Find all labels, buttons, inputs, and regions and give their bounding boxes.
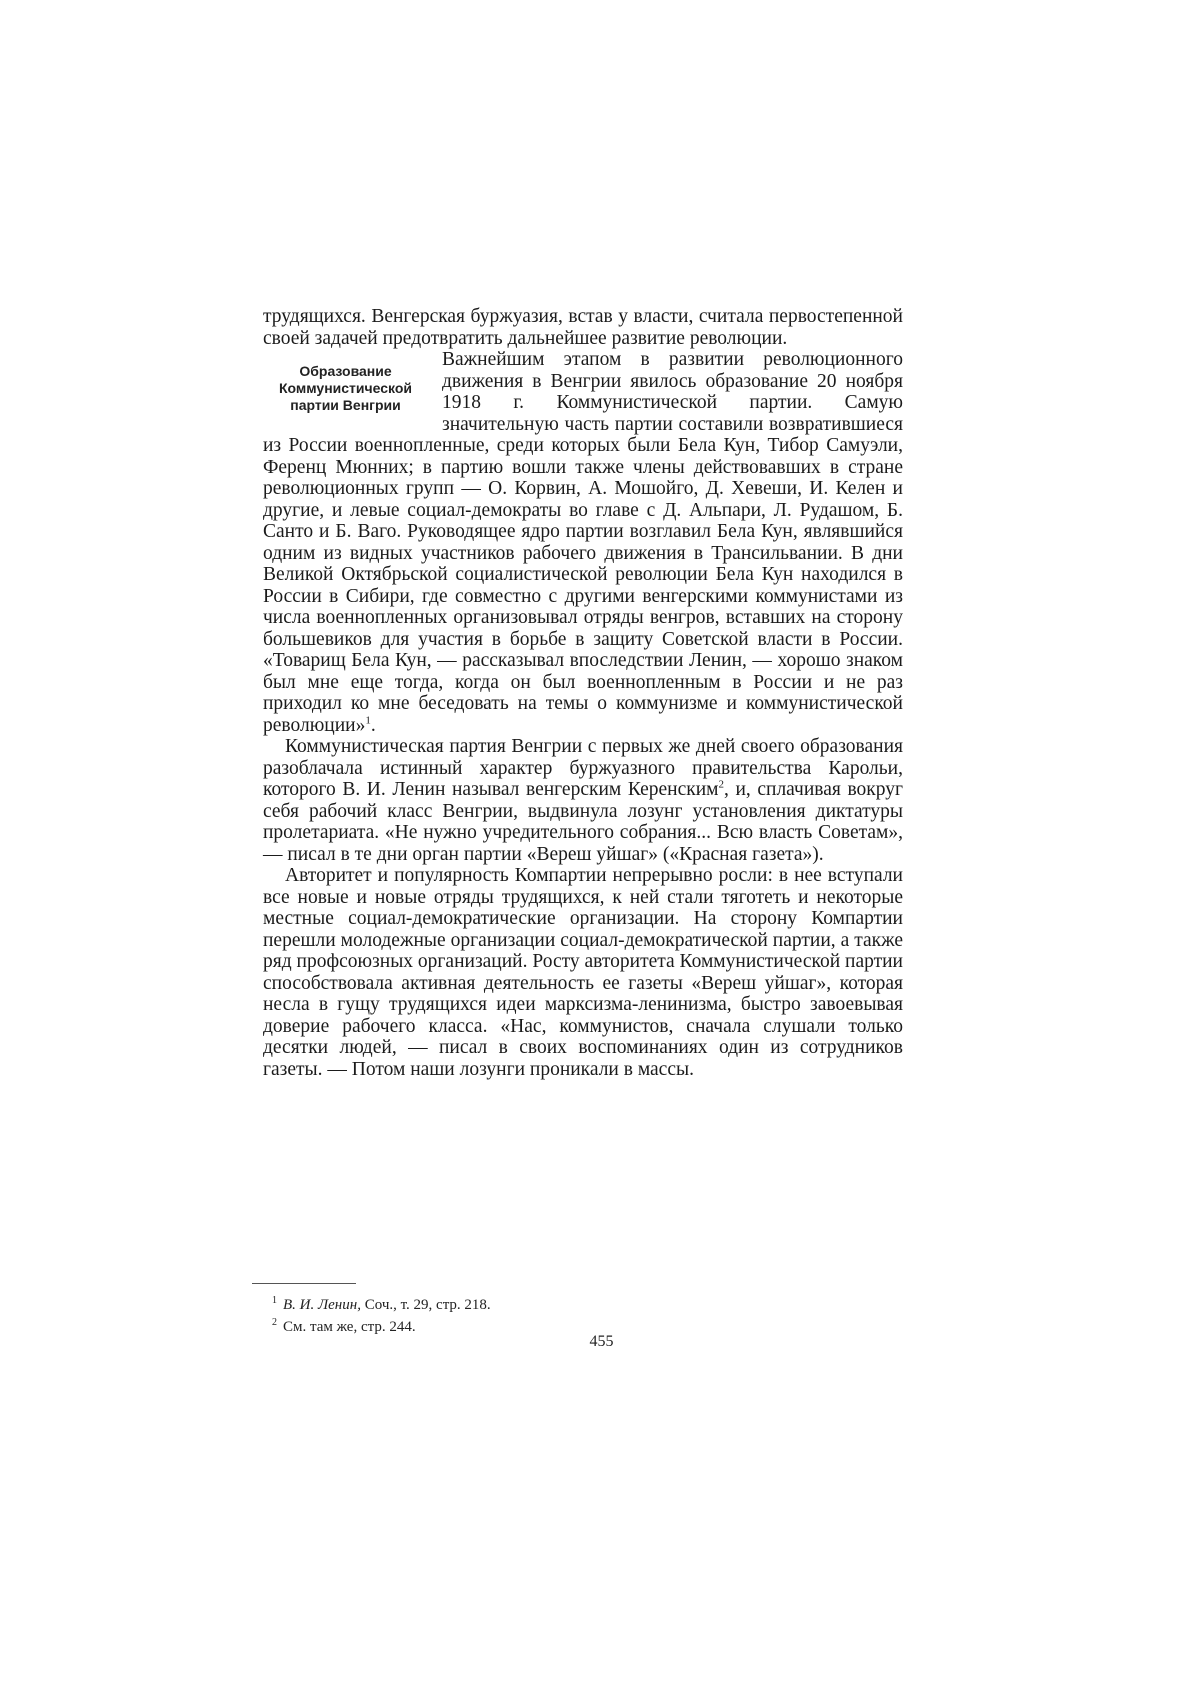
footnote-text: Соч., т. 29, стр. 218.: [360, 1297, 491, 1313]
side-heading-line: Коммунистической: [278, 380, 413, 396]
main-text: [263, 306, 903, 1080]
paragraph: [263, 736, 903, 865]
footnotes: [272, 1292, 772, 1336]
footnote-ref: 1: [365, 714, 371, 726]
paragraph: Авторитет и популярность Компартии непрерывно росли: в нее вступали все новые и новые отряды трудящихся, к ней стали тяготеть и некоторые местные социал-демократические организации. На сторону Компартии перешли молодежные организации социал-демократической партии, а также ряд профсоюзных организаций. Росту авторитета Коммунистической партии способствовала активная деятельность ее газеты «Вереш уйшаг», которая несла в гущу трудящихся идеи марксизма-ленинизма, быстро завоевывая доверие рабочего класса. «Нас, коммунистов, сначала слушали только десятки людей, — писал в своих воспоминаниях один из сотрудников газеты. — Потом наши лозунги проникали в массы.: [263, 865, 903, 1080]
page-number: 455: [589, 1333, 614, 1350]
paragraph-text: Важнейшим этапом в развитии революционного движения в Венгрии явилось образование 20 ноября 1918 г. Коммунистической партии. Самую значительную часть партии составили возвратившиеся из России военнопленные, среди которых были Бела Кун, Тибор Самуэли, Ференц Мюнних; в партию вошли также члены действовавших в стране революционных групп — О. Корвин, А. Мошойго, Д. Хевеши, И. Келен и другие, и левые социал-демократы во главе с Д. Альпари, Л. Рудашом, Б. Санто и Б. Ваго. Руководящее ядро партии возглавил Бела Кун, являвшийся одним из видных участников рабочего движения в Трансильвании. В дни Великой Октябрьской социалистической революции Бела Кун находился в России в Сибири, где совместно с другими венгерскими коммунистами из числа военнопленных организовывал отряды венгров, вставших на сторону большевиков для участия в борьбе в защиту Советской власти в России. «Товарищ Бела Кун, — рассказывал впоследствии Ленин, — хорошо знаком был мне еще тогда, когда он был военнопленным в России и не раз приходил ко мне беседовать на темы о коммунизме и коммунистической революции»: [263, 349, 903, 736]
paragraph-end: .: [370, 714, 376, 736]
paragraph-text: , и, сплачивая вокруг себя рабочий класс Венгрии, выдвинула лозунг установления диктатуры пролетариата. «Не нужно учредительного собрания... Всю власть Советам», — писал в те дни орган партии «Вереш уйшаг» («Красная газета»).: [263, 779, 903, 865]
paragraph-text: Коммунистическая партия Венгрии с первых же дней своего образования разоблачала истинный характер буржуазного правительства Карольи, которого В. И. Ленин называл венгерским Керенским: [263, 736, 903, 800]
footnote-number: 2: [272, 1317, 277, 1328]
intro-paragraph: трудящихся. Венгерская буржуазия, встав у власти, считала первостепенной своей задачей предотвратить дальнейшее развитие революции.: [263, 306, 903, 349]
footnote-ref: 2: [718, 778, 724, 791]
footnote-divider: [252, 1283, 356, 1284]
side-heading-line: партии Венгрии: [290, 397, 401, 413]
footnote: [272, 1292, 772, 1314]
side-heading-line: Образование: [299, 363, 392, 379]
section-block: [263, 349, 903, 736]
side-heading: [263, 363, 428, 414]
footnote-author: В. И. Ленин,: [283, 1297, 361, 1313]
footnote-number: 1: [272, 1295, 277, 1306]
footnote-text: См. там же, стр. 244.: [283, 1319, 416, 1335]
